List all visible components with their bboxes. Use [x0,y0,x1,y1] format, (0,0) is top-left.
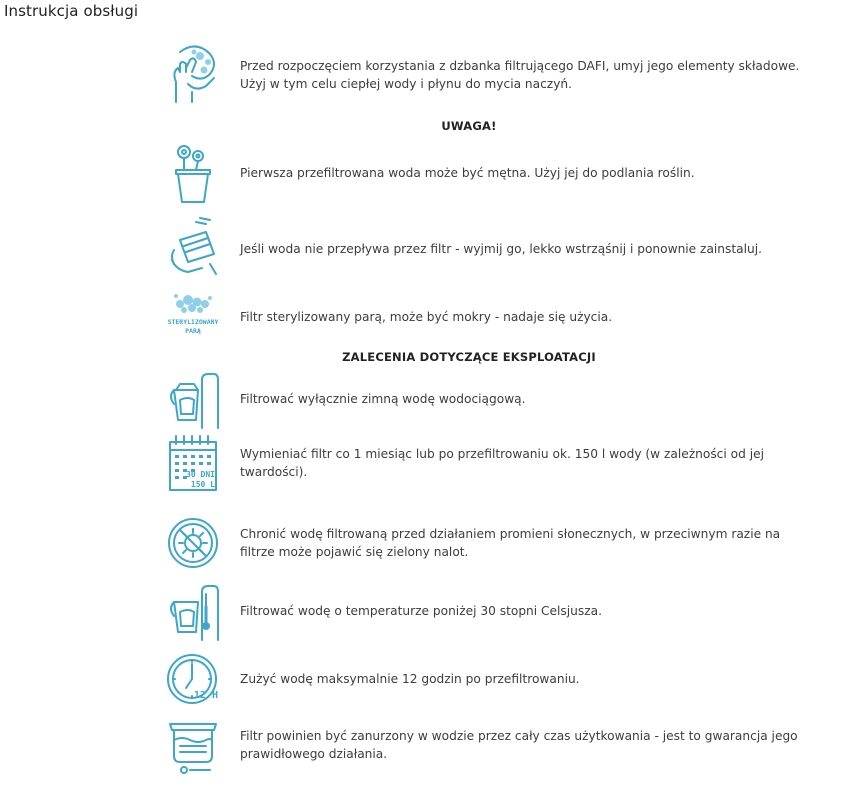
instruction-item [164,40,814,110]
instruction-text: Wymieniać filtr co 1 miesiąc lub po przefiltrowaniu ok. 150 l wody (w zależności od jej twardości). [240,447,764,479]
clock-icon [164,644,222,714]
instruction-text: Filtrować wyłącznie zimną wodę wodociągową. [240,392,526,406]
hands-washing-icon [164,40,222,110]
instruction-text: Filtr powinien być zanurzony w wodzie przez cały czas użytkowania - jest to gwarancja jego prawidłowego działania. [240,729,798,761]
instruction-text: Filtrować wodę o temperaturze poniżej 30 stopni Celsjusza. [240,604,602,618]
shake-filter-icon [164,214,222,284]
instruction-text: Zużyć wodę maksymalnie 12 godzin po przefiltrowaniu. [240,672,580,686]
instruction-text: Przed rozpoczęciem korzystania z dzbanka filtrującego DAFI, umyj jego elementy składowe. Użyj w tym celu ciepłej wody i płynu do mycia naczyń. [240,59,800,91]
instruction-item [164,428,814,498]
page-title: Instrukcja obsługi [4,2,139,20]
instruction-text: Pierwsza przefiltrowana woda może być mętna. Użyj jej do podlania roślin. [240,166,695,180]
jug-thermometer-icon [164,576,222,646]
svg-text:PARĄ: PARĄ [185,327,201,335]
instruction-item [164,576,814,646]
instruction-item [164,644,814,714]
warning-heading: UWAGA! [441,119,497,133]
instruction-item [164,214,814,284]
usage-heading: ZALECENIA DOTYCZĄCE EKSPLOATACJI [342,350,596,364]
instruction-text: Chronić wodę filtrowaną przed działaniem promieni słonecznych, w przeciwnym razie na filtrze może pojawić się zielony nalot. [240,527,781,559]
no-sun-icon [164,508,222,578]
instruction-item [164,364,814,434]
instruction-item [164,710,814,780]
instruction-text: Filtr sterylizowany parą, może być mokry - nadaje się użycia. [240,310,613,324]
instruction-item [164,138,814,208]
svg-text:STERYLIZOWANY: STERYLIZOWANY [167,318,219,326]
filter-submerged-icon [164,710,222,780]
svg-text:12 H: 12 H [193,690,218,701]
calendar-icon [164,428,222,498]
steam-sterilized-icon [164,282,222,352]
instruction-item [164,508,814,578]
svg-text:150 L: 150 L [190,480,215,489]
instruction-item [164,282,814,352]
jug-tap-icon [164,364,222,434]
flower-pot-icon [164,138,222,208]
instruction-text: Jeśli woda nie przepływa przez filtr - wyjmij go, lekko wstrząśnij i ponownie zainstaluj. [240,242,762,256]
svg-text:30 DNI: 30 DNI [186,470,215,479]
